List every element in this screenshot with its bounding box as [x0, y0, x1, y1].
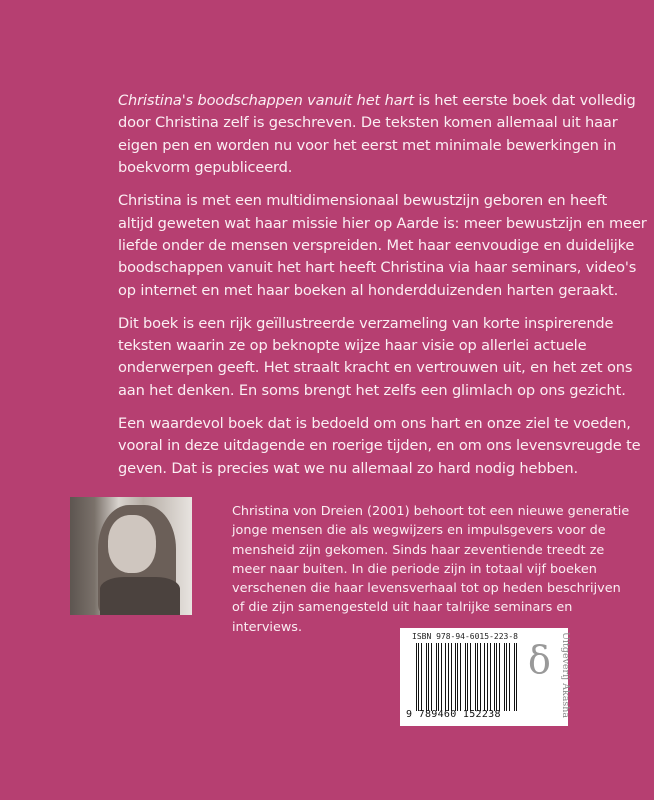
barcode	[416, 643, 518, 711]
text-line: interviews.	[232, 619, 303, 635]
back-cover-blurb	[118, 90, 647, 491]
blurb-paragraph-1: Christina's boodschappen vanuit het hart is het eerste boek dat volledig door Christina zelf is geschreven. De teksten komen allemaal uit haar eigen pen en worden nu voor het eerst met minimale bewerkingen in boekvorm gepubliceerd.	[118, 90, 558, 180]
book-title: Christina's boodschappen vanuit het hart	[118, 92, 414, 109]
author-photo	[70, 497, 192, 615]
text-line: op internet en met haar boeken al honderdduizenden harten geraakt.	[118, 281, 619, 299]
publisher-logo-icon: δ	[528, 638, 551, 682]
text-line: aan het denken. En soms brengt het zelfs een glimlach op ons gezicht.	[118, 381, 626, 399]
blurb-paragraph-3	[118, 313, 633, 403]
text-line: altijd geweten wat haar missie hier op Aarde is: meer bewustzijn en meer	[118, 214, 647, 232]
blurb-paragraph-4	[118, 413, 641, 480]
publisher-name: Uitgeverij Akasha	[560, 632, 571, 719]
text-line: Dit boek is een rijk geïllustreerde verzameling van korte inspirerende	[118, 314, 614, 332]
isbn-barcode-panel	[400, 628, 571, 726]
isbn-label: ISBN 978-94-6015-223-8	[412, 632, 518, 641]
text-line: jonge mensen die als wegwijzers en impulsgevers voor de	[232, 523, 606, 539]
text-line: eigen pen en worden nu voor het eerst met minimale bewerkingen in	[118, 136, 617, 154]
text-line: meer naar buiten. In die periode zijn in totaal vijf boeken	[232, 561, 597, 577]
text-line: Christina von Dreien (2001) behoort tot een nieuwe generatie	[232, 504, 630, 519]
text-line: verschenen die haar levensverhaal tot op heden beschrijven	[232, 581, 621, 597]
author-bio	[232, 502, 630, 637]
text-line: boekvorm gepubliceerd.	[118, 159, 293, 177]
text-line: door Christina zelf is geschreven. De teksten komen allemaal uit haar	[118, 114, 618, 132]
text-line: of die zijn samengesteld uit haar talrijke seminars en	[232, 600, 573, 616]
text-line: liefde onder de mensen verspreiden. Met haar eenvoudige en duidelijke	[118, 236, 635, 254]
text-line: Christina is met een multidimensionaal bewustzijn geboren en heeft	[118, 192, 608, 210]
barcode-digits: 9 789460 152238	[406, 709, 501, 720]
text-line: Een waardevol boek dat is bedoeld om ons hart en onze ziel te voeden,	[118, 414, 631, 432]
text-line: onderwerpen geeft. Het straalt kracht en vertrouwen uit, en het zet ons	[118, 359, 633, 377]
text-line: mensheid zijn gekomen. Sinds haar zeventiende treedt ze	[232, 542, 605, 558]
blurb-paragraph-2	[118, 190, 647, 302]
text-line: boodschappen vanuit het hart heeft Christina via haar seminars, video's	[118, 259, 637, 277]
text-line: vooral in deze uitdagende en roerige tijden, en om ons levensvreugde te	[118, 437, 641, 455]
text-line: teksten waarin ze op beknopte wijze haar visie op allerlei actuele	[118, 337, 587, 355]
text-line: geven. Dat is precies wat we nu allemaal zo hard nodig hebben.	[118, 459, 578, 477]
